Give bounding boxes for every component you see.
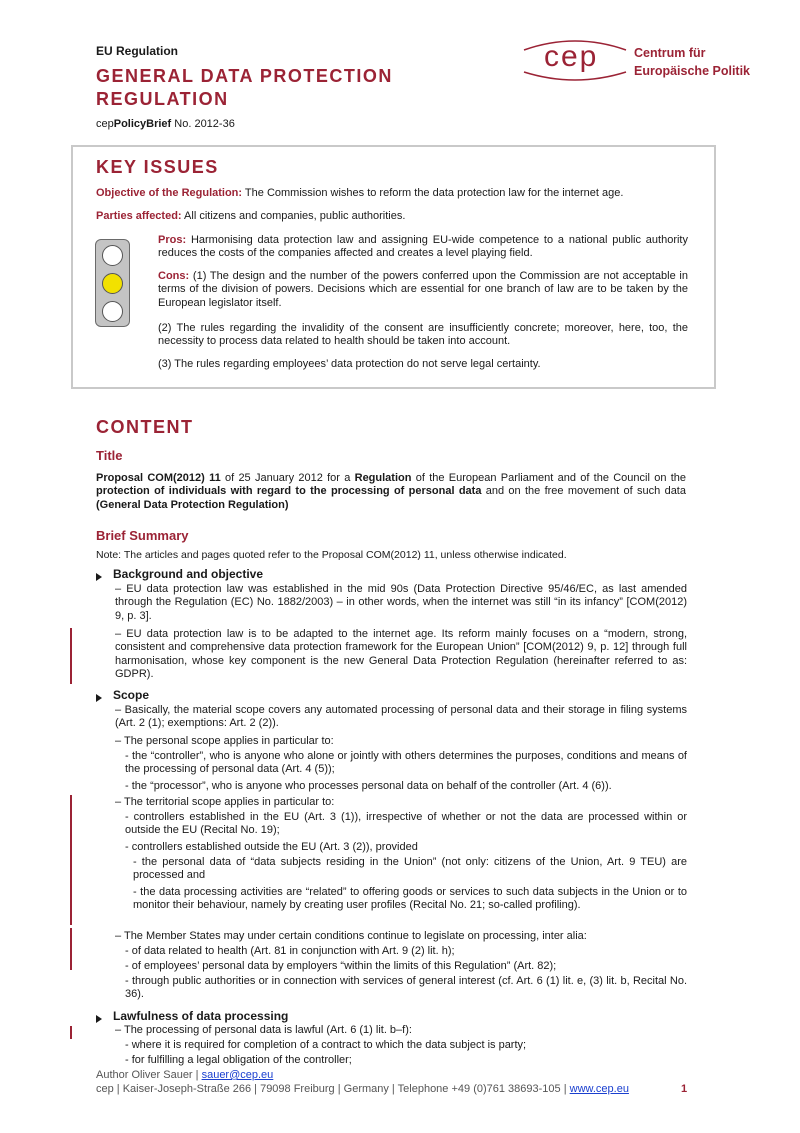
scope-item-5: – The territorial scope applies in particular to: bbox=[115, 796, 335, 808]
content-title: CONTENT bbox=[96, 417, 194, 437]
document-title: GENERAL DATA PROTECTION REGULATION bbox=[96, 66, 393, 109]
brief-prefix: cep bbox=[96, 118, 114, 130]
brief-bold: PolicyBrief bbox=[113, 118, 172, 130]
scope-item-9: - the data processing activities are “related” to offering goods or services to such data subjects in the Union or to monitor their behaviour, namely by creating user profiles (Recital No. 21; so-called profiling). bbox=[133, 886, 687, 912]
lawfulness-item-1: – The processing of personal data is lawful (Art. 6 (1) lit. b–f): bbox=[115, 1024, 412, 1036]
pros-paragraph bbox=[158, 234, 688, 261]
author-line bbox=[96, 1069, 273, 1081]
cons-label: Cons: bbox=[158, 270, 190, 282]
pros-label: Pros: bbox=[158, 234, 187, 246]
logo-line-1: Centrum für bbox=[634, 46, 706, 60]
bullet-triangle-icon bbox=[96, 1015, 102, 1023]
parties-label: Parties affected: bbox=[96, 210, 182, 222]
brief-summary-heading: Brief Summary bbox=[96, 528, 189, 543]
objective-paragraph bbox=[96, 187, 691, 200]
bullet-triangle-icon bbox=[96, 694, 102, 702]
traffic-light-top-icon bbox=[102, 245, 123, 266]
key-issues-title: KEY ISSUES bbox=[96, 157, 219, 177]
document-category: EU Regulation bbox=[96, 44, 179, 58]
traffic-light-yellow-icon bbox=[102, 273, 123, 294]
proposal-free-movement: and on the free movement of such data bbox=[481, 485, 686, 498]
traffic-light-bottom-icon bbox=[102, 301, 123, 322]
change-bar bbox=[70, 928, 72, 970]
logo-line-2: Europäische Politik bbox=[634, 64, 751, 78]
proposal-date: of 25 January 2012 for a bbox=[220, 472, 355, 484]
parties-text: All citizens and companies, public authorities. bbox=[181, 210, 406, 222]
scope-heading: Scope bbox=[113, 688, 150, 702]
title-heading: Title bbox=[96, 448, 123, 463]
bullet-triangle-icon bbox=[96, 573, 102, 581]
scope-item-6: - controllers established in the EU (Art. 3 (1)), irrespective of whether or not the data are processed within or outside the EU (Recital No. 19); bbox=[125, 811, 687, 837]
change-bar bbox=[70, 795, 72, 925]
scope-item-11: - of data related to health (Art. 81 in conjunction with Art. 9 (2) lit. h); bbox=[125, 945, 455, 957]
scope-item-2: – The personal scope applies in particular to: bbox=[115, 735, 334, 747]
scope-item-13: - through public authorities or in connection with services of general interest (cf. Art. 6 (1) lit. e, (3) lit. b, Recital No. 36). bbox=[125, 975, 687, 1001]
background-item-1: – EU data protection law was established in the mid 90s (Data Protection Directive 95/46/EC, as last amended through the Regulation (EC) No. 1882/2003) – in other words, when the internet was still “in its infancy” [COM(2012) 9, p. 3]. bbox=[115, 583, 687, 622]
author-name: Author Oliver Sauer | bbox=[96, 1069, 202, 1081]
background-item-2: – EU data protection law is to be adapted to the internet age. Its reform mainly focuses on a “modern, strong, consistent and comprehensive data protection framework for the European Union” [COM(2012) 9, p. 12] through full harmonisation, whose key component is the new General Data Protection Regulation (hereinafter referred to as: GDPR). bbox=[115, 628, 687, 681]
address-line bbox=[96, 1083, 629, 1095]
scope-item-10: – The Member States may under certain conditions continue to legislate on processing, inter alia: bbox=[115, 930, 587, 942]
proposal-body: of the European Parliament and of the Council on the bbox=[411, 472, 686, 484]
proposal-paragraph bbox=[96, 472, 686, 512]
scope-item-7: - controllers established outside the EU (Art. 3 (2)), provided bbox=[125, 841, 418, 853]
author-email-link[interactable]: sauer@cep.eu bbox=[201, 1069, 274, 1081]
cep-logo-icon bbox=[520, 36, 630, 91]
page-number: 1 bbox=[681, 1083, 688, 1095]
brief-number: No. 2012-36 bbox=[171, 118, 235, 130]
proposal-short-name: (General Data Protection Regulation) bbox=[96, 498, 289, 511]
scope-item-8: - the personal data of “data subjects residing in the Union” (not only: citizens of the Union, Art. 9 TEU) are processed and bbox=[133, 856, 687, 882]
lawfulness-heading: Lawfulness of data processing bbox=[113, 1009, 289, 1023]
traffic-light-icon bbox=[95, 239, 130, 327]
cons-paragraph bbox=[158, 270, 688, 310]
scope-item-4: - the “processor”, who is anyone who processes personal data on behalf of the controller (Art. 4 (6)). bbox=[125, 780, 612, 792]
logo-word: cep bbox=[544, 40, 599, 73]
proposal-regulation: Regulation bbox=[354, 472, 412, 484]
scope-item-1: – Basically, the material scope covers any automated processing of personal data and their storage in filing systems (Art. 2 (1); exemptions: Art. 2 (2)). bbox=[115, 704, 687, 730]
pros-text: Harmonising data protection law and assigning EU-wide competence to a national public authority reduces the costs of the companies affected and creates a level playing field. bbox=[158, 234, 688, 260]
objective-text: The Commission wishes to reform the data protection law for the internet age. bbox=[242, 187, 624, 199]
key-issues-box bbox=[71, 145, 716, 389]
proposal-ref: Proposal COM(2012) 11 bbox=[96, 472, 221, 484]
change-bar bbox=[70, 628, 72, 684]
cons-3-paragraph: (3) The rules regarding employees’ data protection do not serve legal certainty. bbox=[158, 358, 541, 370]
address-text: cep | Kaiser-Joseph-Straße 266 | 79098 Freiburg | Germany | Telephone +49 (0)761 38693-105 | bbox=[96, 1083, 570, 1095]
cons-2-paragraph: (2) The rules regarding the invalidity of the consent are insufficiently concrete; moreover, here, too, the necessity to process data related to health should be taken into account. bbox=[158, 322, 688, 348]
parties-paragraph bbox=[96, 210, 691, 223]
note-paragraph: Note: The articles and pages quoted refer to the Proposal COM(2012) 11, unless otherwise indicated. bbox=[96, 549, 567, 561]
policy-brief-number bbox=[96, 118, 235, 130]
website-link[interactable]: www.cep.eu bbox=[569, 1083, 629, 1095]
proposal-subject: protection of individuals with regard to the processing of personal data bbox=[96, 485, 482, 498]
background-heading: Background and objective bbox=[113, 567, 264, 581]
logo-text bbox=[634, 44, 750, 80]
lawfulness-item-3: - for fulfilling a legal obligation of the controller; bbox=[125, 1054, 352, 1066]
scope-item-3: - the “controller”, who is anyone who alone or jointly with others determines the purposes, conditions and means of the processing of personal data (Art. 4 (5)); bbox=[125, 750, 687, 776]
scope-item-12: - of employees’ personal data by employers “within the limits of this Regulation” (Art. 82); bbox=[125, 960, 557, 972]
cons-text: (1) The design and the number of the powers conferred upon the Commission are not acceptable in terms of the division of powers. Decisions which are essential for one branch of law are to be taken by the European legislator itself. bbox=[158, 270, 688, 309]
lawfulness-item-2: - where it is required for completion of a contract to which the data subject is party; bbox=[125, 1039, 527, 1051]
change-bar bbox=[70, 1026, 72, 1039]
objective-label: Objective of the Regulation: bbox=[96, 187, 243, 199]
